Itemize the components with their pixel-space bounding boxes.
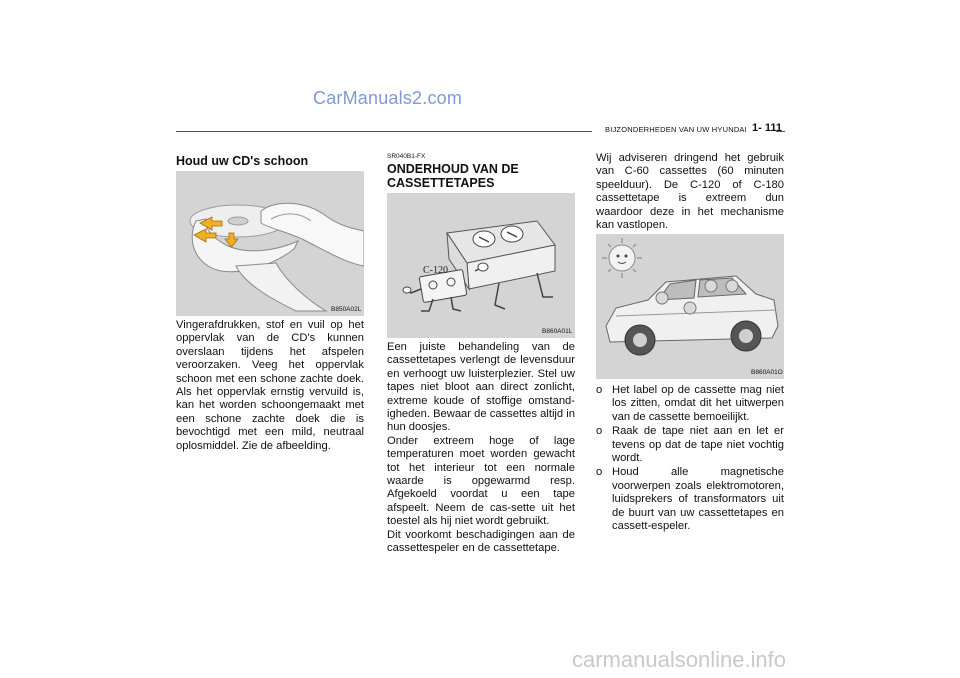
list-item bbox=[596, 425, 784, 465]
cassette-illustration bbox=[387, 193, 575, 338]
cd-heading: Houd uw CD's schoon bbox=[176, 154, 309, 168]
car-illustration bbox=[596, 234, 784, 379]
page-number: 1- 111 bbox=[752, 122, 782, 134]
header-rule bbox=[176, 131, 592, 132]
bullet-text: Het label op de cassette mag niet los zitten, omdat dit het uitwerpen van de cassette bemoeilijkt. bbox=[612, 384, 784, 423]
car-image-code: B860A01O bbox=[751, 369, 783, 376]
cassette-cartoon-icon bbox=[387, 193, 575, 338]
bullet-text: Raak de tape niet aan en let er tevens op dat de tape niet vochtig wordt. bbox=[612, 425, 784, 465]
cassette-image-code: B860A01L bbox=[542, 328, 573, 335]
watermark-top: CarManuals2.com bbox=[313, 88, 463, 108]
watermark-bottom: carmanualsonline.info bbox=[572, 647, 787, 672]
cd-cleaning-illustration bbox=[176, 171, 364, 316]
header-title: BIJZONDERHEDEN VAN UW HYUNDAI bbox=[605, 125, 747, 134]
cassette-paragraph: Een juiste behandeling van de cassettetapes verlengt de levensduur en verhoogt uw luisterplezier. Stel uw tapes niet bloot aan direct zonlicht, extreme koude of stoffige omstand-igheden. Bewaar de cassettes altijd in hun doosjes. bbox=[387, 341, 575, 434]
car-sun-icon bbox=[596, 234, 784, 379]
section-code: SR040B1-FX bbox=[387, 153, 426, 160]
cassette-label: C-120 bbox=[423, 265, 448, 276]
list-item bbox=[596, 384, 784, 424]
cassette-body bbox=[387, 341, 575, 556]
cassette-heading: ONDERHOUD VAN DE CASSETTETAPES bbox=[387, 162, 519, 190]
list-item bbox=[596, 466, 784, 533]
cd-image-code: B850A02L bbox=[331, 306, 362, 313]
bullet-marker: o bbox=[596, 384, 603, 396]
bullet-marker: o bbox=[596, 425, 603, 438]
bullet-marker: o bbox=[596, 466, 603, 479]
bullet-text: Houd alle magnetische voorwerpen zoals elektromotoren, luidsprekers of transformators uit de buurt van uw cassettetapes en cassett-espeler. bbox=[612, 466, 784, 533]
bullet-list bbox=[596, 384, 784, 533]
cassette-paragraph: Onder extreem hoge of lage temperaturen moet worden gewacht tot het interieur tot een normale waarde is opgewarmd resp. Afgekoeld voordat u een tape afspeelt. Neem de cas-sette uit het toestel als hij niet wordt gebruikt. bbox=[387, 434, 575, 528]
right-intro: Wij adviseren dringend het gebruik van C-60 cassettes (60 minuten speelduur). De C-120 of C-180 cassettetape is extreem dun waardoor deze in het mechanisme kan vastlopen. bbox=[596, 152, 784, 232]
hands-cd-icon bbox=[176, 171, 364, 316]
cassette-paragraph: Dit voorkomt beschadigingen aan de cassettespeler en de cassettetape. bbox=[387, 528, 575, 555]
cd-body-text: Vingerafdrukken, stof en vuil op het oppervlak van de CD's kunnen overslaan tijdens het afspelen veroorzaken. Veeg het oppervlak schoon met een schone zachte doek. Als het oppervlak ernstig vervuild is, kan het worden schoongemaakt met een schone zachte doek die is bevochtigd met een mild, neutraal oplosmiddel. Zie de afbeelding. bbox=[176, 319, 364, 452]
right-bullets-block bbox=[596, 384, 784, 534]
